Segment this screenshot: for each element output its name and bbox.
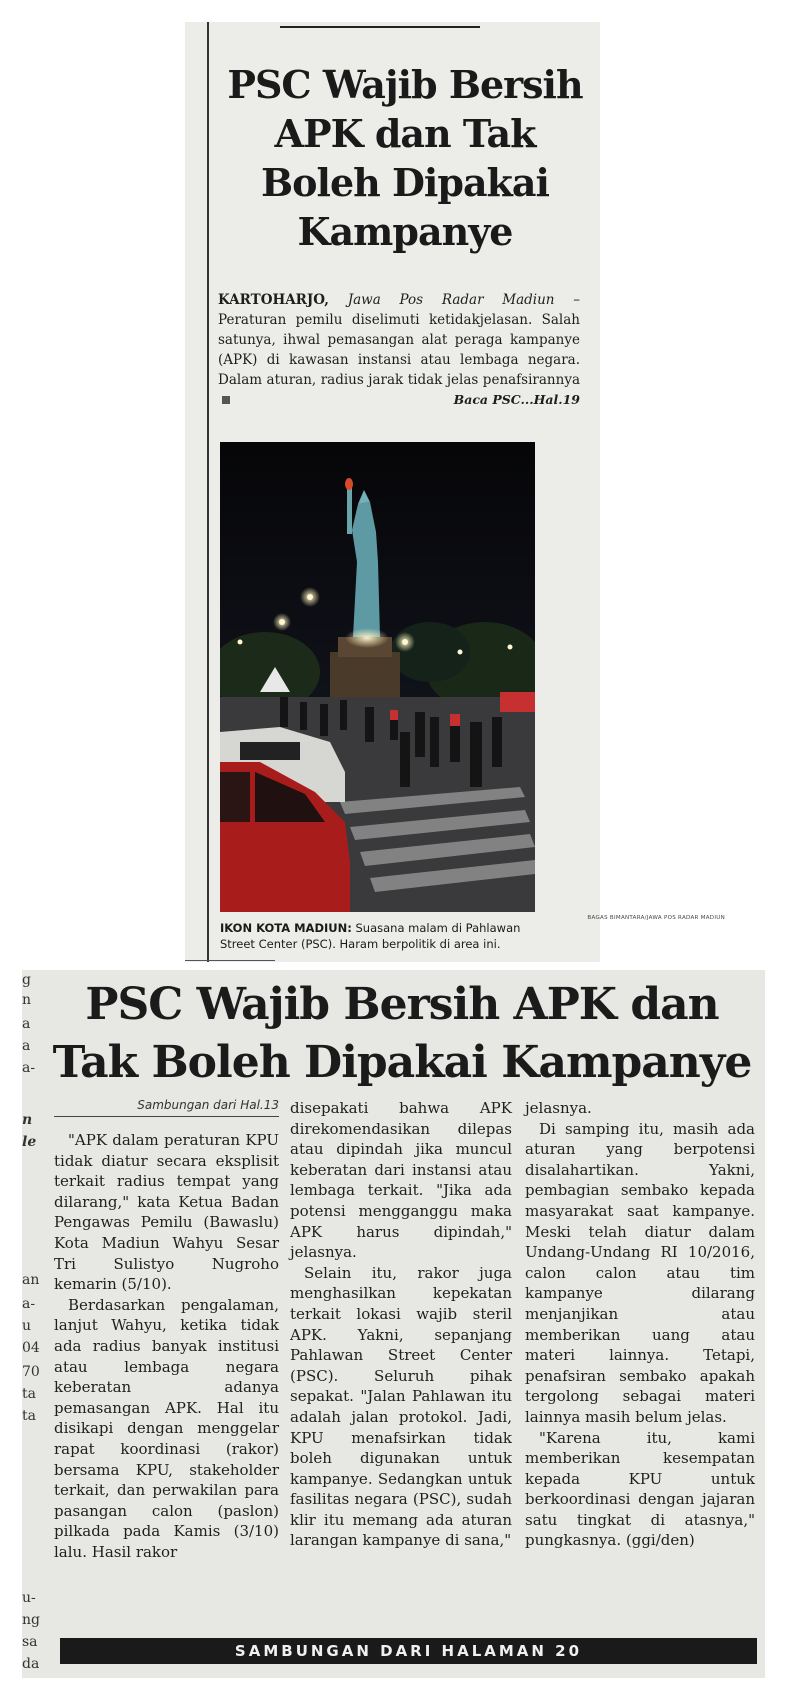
edge-fragment: ta <box>22 1386 36 1402</box>
edge-fragment: ta <box>22 1408 36 1424</box>
edge-fragment: ng <box>22 1612 40 1628</box>
edge-fragment: le <box>22 1134 37 1150</box>
lead-paragraph <box>218 290 580 410</box>
edge-fragment: n <box>22 992 32 1008</box>
edge-fragment: a- <box>22 1060 36 1076</box>
continued-rule <box>54 1116 279 1117</box>
news-photo <box>220 442 535 912</box>
paragraph: Berdasarkan pengalaman, lanjut Wahyu, ketika tidak ada radius banyak institusi atau lembaga negara keberatan adanya pemasangan APK. Hal itu disikapi dengan menggelar rapat koordinasi (rakor) bersama KPU, stakeholder terkait, dan perwakilan para pasangan calon (paslon) pilkada pada Kamis (3/10) lalu. Hasil rakor <box>54 1295 279 1561</box>
article-column-2 <box>290 1098 512 1551</box>
lead-text: – Peraturan pemilu diselimuti ketidakjelasan. Salah satunya, ihwal pemasangan alat peraga kampanye (APK) di kawasan instansi atau lembaga negara. Dalam aturan, radius jarak tidak jelas penafsirannya <box>218 292 580 388</box>
end-square-icon <box>222 396 230 404</box>
edge-fragment: u- <box>22 1590 36 1606</box>
continued-from-label: Sambungan dari Hal.13 <box>137 1098 279 1112</box>
caption-text: Suasana malam di Pahlawan Street Center (PSC). Haram berpolitik di area ini. <box>220 921 521 951</box>
continuation-footer-bar: SAMBUNGAN DARI HALAMAN 20 <box>60 1638 757 1664</box>
paragraph: disepakati bahwa APK direkomendasikan dilepas atau dipindah jika muncul keberatan dari instansi atau lembaga terkait. "Jika ada potensi mengganggu maka APK harus dipindah," jelasnya. <box>290 1099 512 1262</box>
article-clip-continuation <box>22 970 765 1678</box>
paragraph: Selain itu, rakor juga menghasilkan kepekatan terkait lokasi wajib steril APK. Yakni, sepanjang Pahlawan Street Center (PSC). Seluruh pihak sepakat. "Jalan Pahlawan itu adalah jalan protokol. Jadi, KPU menafsirkan tidak boleh digunakan untuk kampanye. Sedangkan untuk fasilitas negara (PSC), sudah klir itu memang ada aturan larangan kampanye di sana," <box>290 1263 512 1550</box>
bottom-rule <box>185 960 275 961</box>
article-column-3 <box>525 1098 755 1551</box>
headline: PSC Wajib Bersih APK dan Tak Boleh Dipakai Kampanye <box>227 62 583 254</box>
edge-fragment: an <box>22 1272 40 1288</box>
dateline-place: KARTOHARJO, <box>218 292 329 308</box>
edge-fragment: 70 <box>22 1364 40 1380</box>
top-rule <box>280 26 480 28</box>
paragraph: "APK dalam peraturan KPU tidak diatur secara eksplisit terkait radius tempat yang dilarang," kata Ketua Badan Pengawas Pemilu (Bawaslu) Kota Madiun Wahyu Sesar Tri Sulistyo Nugroho kemarin (5/10). <box>54 1131 279 1294</box>
paragraph: jelasnya. <box>525 1099 592 1117</box>
caption-label: IKON KOTA MADIUN: <box>220 921 352 935</box>
edge-fragment: a <box>22 1016 31 1032</box>
edge-fragment: n <box>22 1112 33 1128</box>
edge-fragment: a- <box>22 1296 36 1312</box>
article-clip-front <box>185 22 725 962</box>
headline: PSC Wajib Bersih APK dan Tak Boleh Dipakai Kampanye <box>52 979 752 1088</box>
continued-reference: Baca PSC...Hal.19 <box>453 392 580 407</box>
paragraph: Di samping itu, masih ada aturan yang berpotensi disalahartikan. Yakni, pembagian sembako kepada masyarakat saat kampanye. Meski telah diatur dalam Undang-Undang RI 10/2016, calon calon atau tim kampanye dilarang menjanjikan atau memberikan uang atau materi lainnya. Tetapi, penafsiran sembako apakah tergolong sebagai materi lainnya masih belum jelas. <box>525 1119 755 1426</box>
edge-fragment: sa <box>22 1634 38 1650</box>
edge-fragment: da <box>22 1656 40 1672</box>
edge-fragment: 04 <box>22 1340 40 1356</box>
article-column-1 <box>54 1130 279 1562</box>
edge-fragment: u <box>22 1318 32 1334</box>
edge-fragment: g <box>22 972 31 988</box>
photo-credit: BAGAS BIMANTARA/JAWA POS RADAR MADIUN <box>587 915 725 921</box>
photo-caption <box>220 920 540 952</box>
dateline-source: Jawa Pos Radar Madiun <box>347 292 555 308</box>
column-divider <box>207 22 209 962</box>
paragraph: "Karena itu, kami memberikan kesempatan kepada KPU untuk berkoordinasi dengan jajaran satu tingkat di atasnya," pungkasnya. (ggi/den) <box>525 1428 755 1550</box>
edge-fragment: a <box>22 1038 31 1054</box>
